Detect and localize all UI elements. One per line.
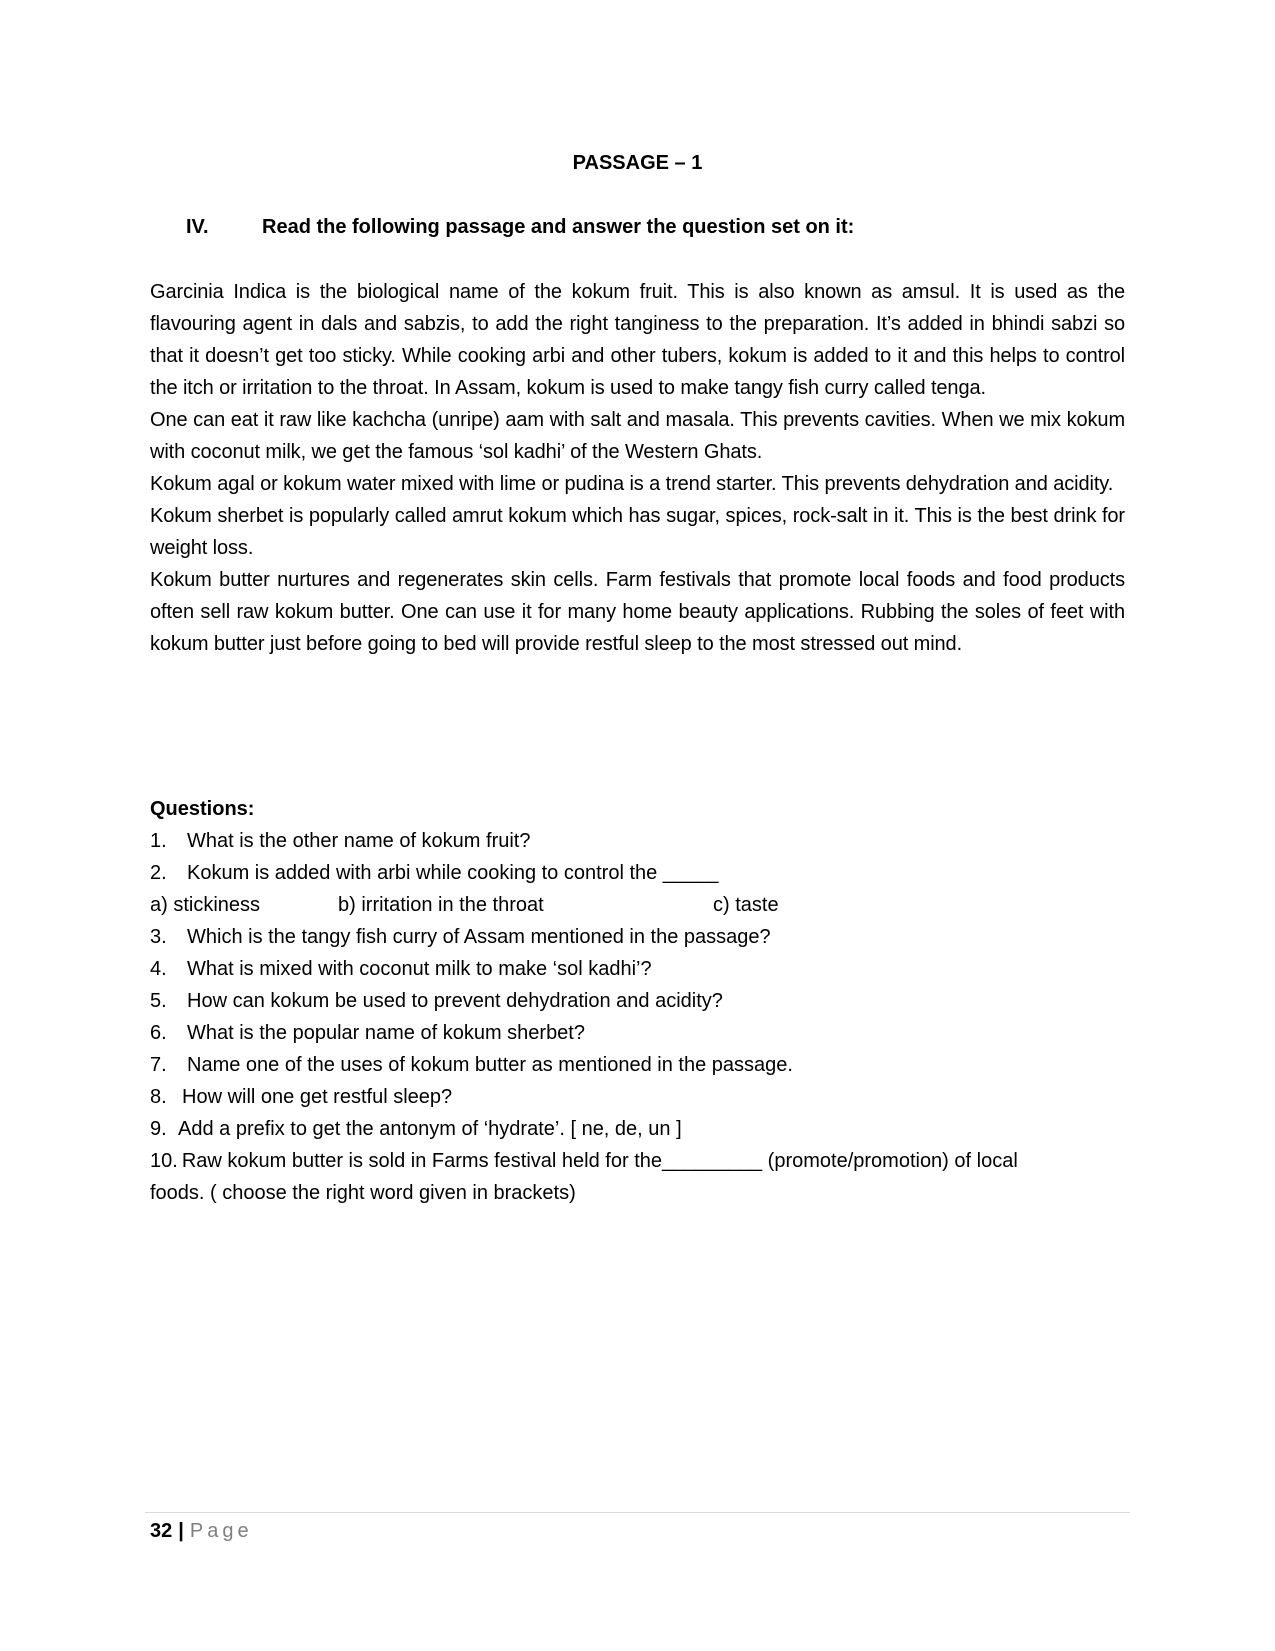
question-text: Name one of the uses of kokum butter as mentioned in the passage. [187, 1054, 793, 1076]
question-number: 4. [150, 958, 167, 980]
passage-paragraph-1: Garcinia Indica is the biological name of the kokum fruit. This is also known as amsul. It is used as the flavouring agent in dals and sabzis, to add the right tanginess to the preparation. It’s added in bhindi sabzi so that it doesn’t get too sticky. While cooking arbi and other tubers, kokum is added to it and this helps to control the itch or irritation to the throat. In Assam, kokum is used to make tangy fish curry called tenga. [150, 281, 1125, 399]
instruction-line [186, 214, 854, 240]
question-1 [150, 825, 1125, 857]
passage-paragraph-3: Kokum agal or kokum water mixed with lime or pudina is a trend starter. This prevents dehydration and acidity. [150, 473, 1114, 495]
question-number: 2. [150, 862, 167, 884]
page-footer [150, 1517, 253, 1545]
question-number: 5. [150, 990, 167, 1012]
question-text: Kokum is added with arbi while cooking to control the _____ [187, 862, 719, 884]
question-text: What is the popular name of kokum sherbet? [187, 1022, 585, 1044]
passage-title: PASSAGE – 1 [572, 152, 703, 174]
question-text: Which is the tangy fish curry of Assam mentioned in the passage? [187, 926, 771, 948]
question-text: How will one get restful sleep? [182, 1086, 453, 1108]
passage-paragraph-5: Kokum butter nurtures and regenerates skin cells. Farm festivals that promote local foods and food products often sell raw kokum butter. One can use it for many home beauty applications. Rubbing the soles of feet with kokum butter just before going to bed will provide restful sleep to the most stressed out mind. [150, 569, 1125, 655]
question-10-continuation: foods. ( choose the right word given in brackets) [150, 1182, 576, 1204]
question-10 [150, 1145, 1125, 1177]
footer-divider [145, 1512, 1130, 1513]
option-b: b) irritation in the throat [338, 894, 544, 916]
question-text: Add a prefix to get the antonym of ‘hydrate’. [ ne, de, un ] [178, 1118, 682, 1140]
question-6 [150, 1017, 1125, 1049]
question-text: Raw kokum butter is sold in Farms festival held for the_________ (promote/promotion) of local [181, 1150, 1018, 1172]
question-number: 7. [150, 1054, 167, 1076]
option-a: a) stickiness [150, 894, 261, 916]
question-2-options [150, 889, 1125, 921]
passage-paragraph-2: One can eat it raw like kachcha (unripe) aam with salt and masala. This prevents cavities. When we mix kokum with coconut milk, we get the famous ‘sol kadhi’ of the Western Ghats. [150, 409, 1125, 463]
passage-paragraph-4: Kokum sherbet is popularly called amrut kokum which has sugar, spices, rock-salt in it. This is the best drink for weight loss. [150, 505, 1125, 559]
question-number: 10. [150, 1150, 178, 1172]
question-text: What is mixed with coconut milk to make ‘sol kadhi’? [187, 958, 652, 980]
questions-section [150, 793, 1125, 1209]
page-label: Page [189, 1520, 253, 1542]
question-number: 6. [150, 1022, 167, 1044]
footer-separator: | [178, 1520, 184, 1542]
question-number: 9. [150, 1118, 167, 1140]
question-number: 8. [150, 1086, 167, 1108]
option-c: c) taste [713, 894, 779, 916]
instruction-text: Read the following passage and answer the question set on it: [262, 216, 855, 238]
question-4 [150, 953, 1125, 985]
page-number: 32 [150, 1520, 173, 1542]
question-8 [150, 1081, 1125, 1113]
question-list [150, 825, 1125, 1209]
question-9 [150, 1113, 1125, 1145]
question-3 [150, 921, 1125, 953]
passage-body [150, 276, 1125, 660]
question-text: What is the other name of kokum fruit? [187, 830, 531, 852]
questions-heading: Questions: [150, 798, 255, 820]
section-numeral: IV. [186, 216, 209, 238]
question-2 [150, 857, 1125, 889]
question-number: 1. [150, 830, 167, 852]
question-5 [150, 985, 1125, 1017]
question-text: How can kokum be used to prevent dehydration and acidity? [187, 990, 723, 1012]
question-number: 3. [150, 926, 167, 948]
question-7 [150, 1049, 1125, 1081]
